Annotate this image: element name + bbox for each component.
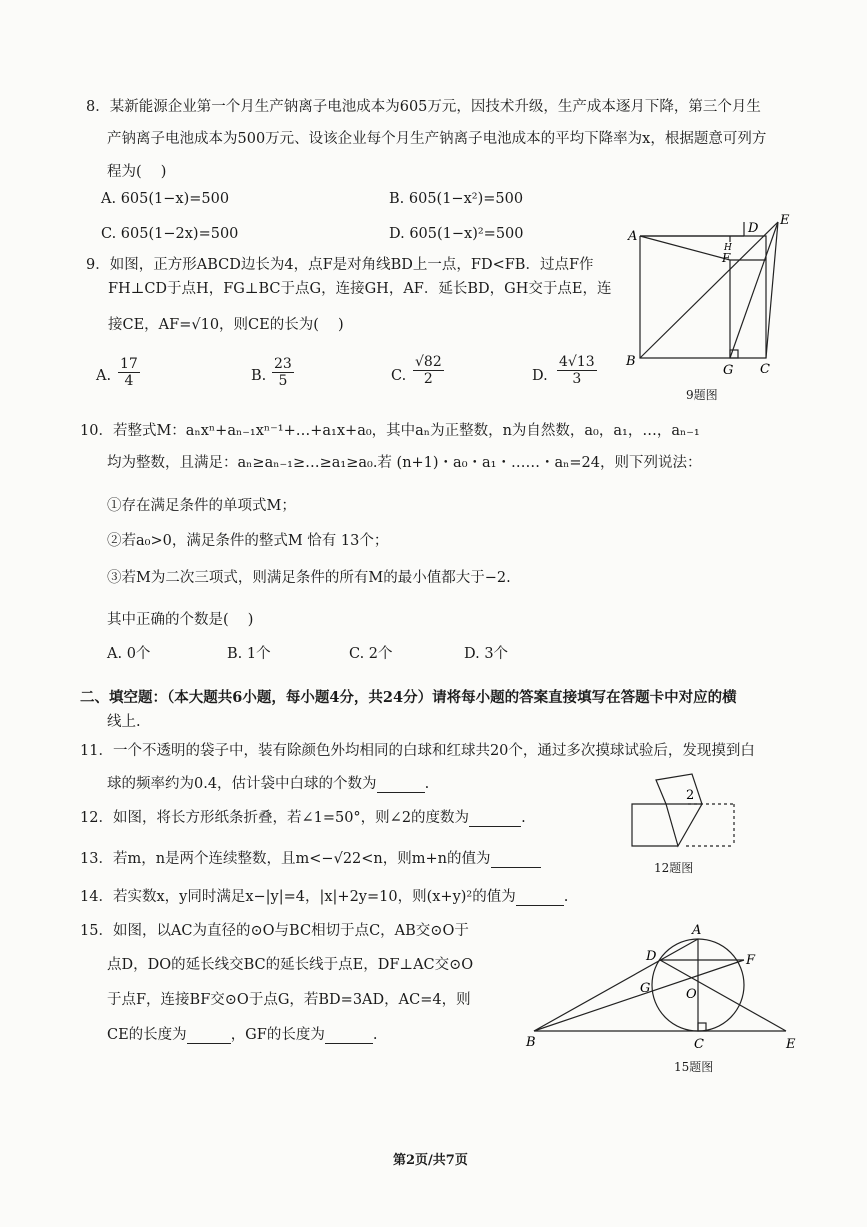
q15-end: . [372, 1027, 378, 1043]
page-footer: 第2页/共7页 [393, 1153, 468, 1168]
q9-option-a-label: A. [96, 368, 112, 384]
q15-gf-text: ，GF的长度为 [230, 1027, 325, 1043]
q9-option-c-denominator: 2 [423, 371, 433, 387]
fig9-label-a: A [628, 229, 638, 244]
q8-option-a: A. 605(1−x)=500 [101, 191, 230, 207]
q9-option-c-fraction [413, 354, 444, 387]
fig9-label-f: F [722, 251, 731, 265]
q9-option-c-numerator: √82 [415, 354, 442, 370]
q9-option-b-denominator: 5 [278, 373, 288, 389]
q11-line2 [107, 772, 429, 793]
figure-9-square-diagram [618, 210, 798, 405]
fig9-label-b: B [626, 354, 636, 369]
q10-question: 其中正确的个数是( ) [107, 612, 254, 628]
q12-answer-blank [469, 810, 521, 827]
q9-option-d-fraction [557, 354, 597, 387]
q12-text: 12．如图，将长方形纸条折叠，若∠1=50°，则∠2的度数为 [80, 810, 470, 826]
figure-15-caption: 15题图 [674, 1060, 714, 1074]
figure-9-caption: 9题图 [686, 388, 718, 402]
fig15-label-c: C [694, 1037, 704, 1052]
fig9-label-h: H [724, 243, 732, 253]
q10-line1: 10．若整式M：aₙxⁿ+aₙ₋₁xⁿ⁻¹+…+a₁x+a₀，其中aₙ为正整数，n为自然数，a₀，a₁，…，aₙ₋₁ [80, 423, 700, 439]
q8-option-c: C. 605(1−2x)=500 [101, 226, 239, 242]
q10-option-a: A. 0个 [107, 646, 151, 662]
figure-12-caption: 12题图 [654, 861, 694, 875]
q10-line2: 均为整数，且满足：aₙ≥aₙ₋₁≥…≥a₁≥a₀.若 (n+1)・a₀・a₁・……・aₙ=24，则下列说法： [107, 455, 702, 471]
q9-option-a-numerator: 17 [120, 356, 138, 372]
q9-line3: 接CE，AF=√10，则CE的长为( ) [108, 317, 344, 333]
q11-line2-text: 球的频率约为0.4，估计袋中白球的个数为 [107, 776, 377, 792]
figure-12-folded-strip [628, 772, 738, 852]
q11-line1: 11．一个不透明的袋子中，装有除颜色外均相同的白球和红球共20个，通过多次摸球试验后，发现摸到白 [80, 743, 755, 759]
q8-line2: 产钠离子电池成本为500万元、设该企业每个月生产钠离子电池成本的平均下降率为x，根据题意可列方 [107, 131, 767, 147]
q11-end: . [424, 776, 430, 792]
q15-line1: 15．如图，以AC为直径的⊙O与BC相切于点C，AB交⊙O于 [80, 923, 469, 939]
q9-option-b-fraction [272, 356, 294, 389]
q14-answer-blank [516, 889, 564, 906]
fig15-label-e: E [786, 1037, 796, 1052]
q10-option-c: C. 2个 [349, 646, 393, 662]
section-2-heading-line2: 线上. [107, 714, 141, 730]
q10-option-d: D. 3个 [464, 646, 509, 662]
fig15-label-o: O [686, 987, 697, 1002]
fig9-label-g: G [723, 363, 734, 378]
q8-line1: 8．某新能源企业第一个月生产钠离子电池成本为605万元，因技术升级，生产成本逐月下降，第三个月生 [86, 99, 761, 115]
figure-15-circle-diagram [522, 918, 802, 1058]
q9-line2: FH⊥CD于点H，FG⊥BC于点G，连接GH，AF．延长BD，GH交于点E，连 [108, 281, 612, 297]
q12-line [80, 806, 526, 827]
q9-option-d-numerator: 4√13 [559, 354, 595, 370]
q14-end: . [563, 889, 569, 905]
fig9-label-c: C [760, 362, 770, 377]
section-2-heading: 二、填空题：（本大题共6小题，每小题4分，共24分）请将每小题的答案直接填写在答题卡中对应的横 [80, 689, 737, 706]
q8-option-d: D. 605(1−x)²=500 [389, 226, 524, 242]
fig15-label-g: G [640, 981, 651, 996]
fig9-label-e: E [780, 213, 790, 228]
q8-option-b: B. 605(1−x²)=500 [389, 191, 524, 207]
q10-statement-3: ③若M为二次三项式，则满足条件的所有M的最小值都大于−2. [107, 570, 511, 586]
fig15-label-a: A [692, 923, 702, 938]
q12-end: . [521, 810, 526, 826]
fig9-label-d: D [748, 221, 759, 236]
q10-statement-1: ①存在满足条件的单项式M； [107, 498, 296, 514]
q13-text: 13．若m，n是两个连续整数，且m<−√22<n，则m+n的值为 [80, 851, 491, 867]
q13-answer-blank [491, 851, 541, 868]
q8-line3: 程为( ) [107, 164, 167, 180]
q15-line4 [107, 1023, 377, 1044]
q9-option-d-denominator: 3 [572, 371, 582, 387]
fig12-angle-2-label: 2 [686, 788, 695, 803]
q9-option-b-numerator: 23 [274, 356, 292, 372]
q9-option-c-label: C. [391, 368, 407, 384]
q10-option-b: B. 1个 [227, 646, 271, 662]
fig15-label-b: B [526, 1035, 536, 1050]
q13-line [80, 847, 541, 868]
q10-statement-2: ②若a₀>0，满足条件的整式M 恰有 13个； [107, 533, 389, 549]
fig15-label-f: F [746, 953, 756, 968]
q15-ce-text: CE的长度为 [107, 1027, 187, 1043]
q15-line2: 点D，DO的延长线交BC的延长线于点E，DF⊥AC交⊙O [107, 957, 474, 973]
q15-gf-answer-blank [325, 1027, 373, 1044]
q14-text: 14．若实数x，y同时满足x−|y|=4，|x|+2y=10，则(x+y)²的值为 [80, 889, 516, 905]
q11-answer-blank [377, 776, 425, 793]
q9-line1: 9．如图，正方形ABCD边长为4，点F是对角线BD上一点，FD<FB．过点F作 [86, 257, 594, 273]
fig15-label-d: D [646, 949, 657, 964]
q15-line3: 于点F，连接BF交⊙O于点G，若BD=3AD，AC=4，则 [107, 992, 471, 1008]
q14-line [80, 885, 568, 906]
q9-option-d-label: D. [532, 368, 548, 384]
q9-option-a-denominator: 4 [124, 373, 134, 389]
q9-option-b-label: B. [251, 368, 267, 384]
q9-option-a-fraction [118, 356, 140, 389]
q15-ce-answer-blank [187, 1027, 231, 1044]
